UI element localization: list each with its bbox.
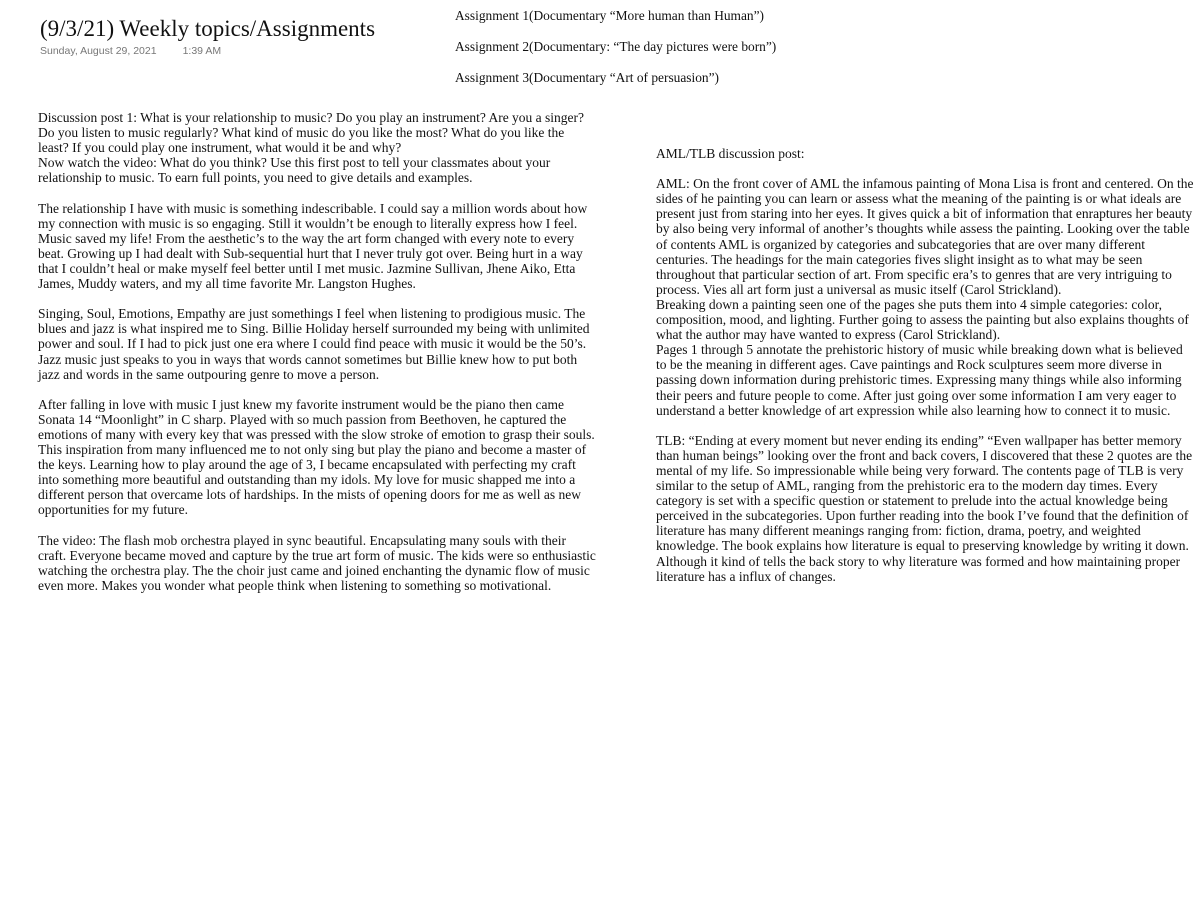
discussion-prompt [38,110,596,185]
assignment-item: Assignment 2(Documentary: “The day pictures were born”) [455,39,777,54]
response-paragraph: After falling in love with music I just knew my favorite instrument would be the piano then came Sonata 14 “Moonlight” in C sharp. Played with so much passion from Beethoven, he captured the emotions of many with every key that was pressed with the slow stroke of emotion to grasp their souls. This inspiration from many influenced me to not only sing but play the piano and become a master of the keys. Learning how to play around the age of 3, I became encapsulated with perfecting my craft into something more beautiful and outstanding than my idols. My love for music shapped me into a different person that overcame lots of hardships. In the mists of opening doors for me as well as new opportunities for my future. [38,396,595,518]
response-paragraph: Singing, Soul, Emotions, Empathy are just somethings I feel when listening to prodigious music. The blues and jazz is what inspired me to Sing. Billie Holiday herself surrounded my being with unlimited power and soul. If I had to pick just one era where I could find peace with music it would be the 50’s. Jazz music just speaks to you in ways that words cannot sometimes but Billie knew how to put both jazz and words in the same outpouring genre to move a person. [38,306,590,382]
aml-paragraph: Pages 1 through 5 annotate the prehistoric history of music while breaking down what is believed to be the meaning in different ages. Cave paintings and Rock sculptures seem more diverse in passing down information during prehistoric times. Expressing many things while also informing their peers and future people to come. After just going over some information I am very eager to understand a better knowledge of art expression while also learning how to connect it to music. [656,342,1183,418]
aml-paragraph: AML: On the front cover of AML the infamous painting of Mona Lisa is front and centered. On the sides of he painting you can learn or assess what the meaning of the painting is or what ideals are present just from staring into her eyes. It gives quick a bit of information that enraptures her beauty by also being very informal of another’s thoughts while assess the painting. Looking over the table of contents AML is organized by categories and subcategories that are over many different centuries. The headings for the main categories fives slight insight as to what may be seen throughout that particular section of art. From specific era’s to genres that are very intriguing to process. Vies all art form just a universal as music itself (Carol Strickland). [656,176,1194,297]
video-response-paragraph: The video: The flash mob orchestra played in sync beautiful. Encapsulating many souls with their craft. Everyone became moved and capture by the true art form of music. The kids were so enthusiastic watching the orchestra play. The the choir just came and joined enchanting the dynamic flow of music even more. Makes you wonder what people think when listening to something so motivational. [38,532,596,593]
aml-tlb-heading: AML/TLB discussion post: [656,146,805,161]
prompt-instructions: Now watch the video: What do you think? Use this first post to tell your classmates about your relationship to music. To earn full points, you need to give details and examples. [38,155,551,186]
assignment-item: Assignment 3(Documentary “Art of persuasion”) [455,70,720,85]
page-title: (9/3/21) Weekly topics/Assignments [40,16,376,41]
prompt-questions: Discussion post 1: What is your relationship to music? Do you play an instrument? Are you a singer? Do you listen to music regularly? What kind of music do you like the most? What do you like the least? If you could play one instrument, what would it be and why? [38,110,585,156]
tlb-paragraph: TLB: “Ending at every moment but never ending its ending” “Even wallpaper has better memory than human beings” looking over the front and back covers, I discovered that these 2 quotes are the mental of my life. So impressionable while being very forward. The contents page of TLB is very similar to the setup of AML, ranging from the prehistoric era to the modern day times. Every category is set with a specific question or statement to prelude into the actual knowledge being perceived in the subcategories. Upon further reading into the book I’ve found that the definition of literature has many different meanings ranging from: fiction, drama, poetry, and weighted knowledge. The book explains how literature is equal to preserving knowledge by writing it down. Although it kind of tells the back story to why literature was formed and how maintaining proper literature has a influx of changes. [656,432,1193,584]
aml-tlb-section [656,146,1196,584]
assignment-list [455,7,776,100]
note-time: 1:39 AM [182,45,222,57]
assignment-item: Assignment 1(Documentary “More human than Human”) [455,8,765,23]
discussion-post-section [38,110,596,593]
note-date: Sunday, August 29, 2021 [40,45,157,57]
note-timestamp [40,45,221,57]
aml-paragraph: Breaking down a painting seen one of the pages she puts them into 4 simple categories: color, composition, mood, and lighting. Further going to assess the painting but also explains thoughts of what the author may have wanted to express (Carol Strickland). [656,296,1189,343]
aml-block [656,176,1196,418]
response-paragraph: The relationship I have with music is something indescribable. I could say a million words about how my connection with music is so engaging. Still it wouldn’t be enough to literally express how I feel. Music saved my life! From the aesthetic’s to the way the art form changed with every note to every beat. Growing up I had dealt with Sub-sequential hurt that I never truly got over. Being hurt in a way that I couldn’t heal or make myself feel better until I met music. Jazmine Sullivan, Jhene Aiko, Etta James, Muddy waters, and my all time favorite Mr. Langston Hughes. [38,200,588,292]
